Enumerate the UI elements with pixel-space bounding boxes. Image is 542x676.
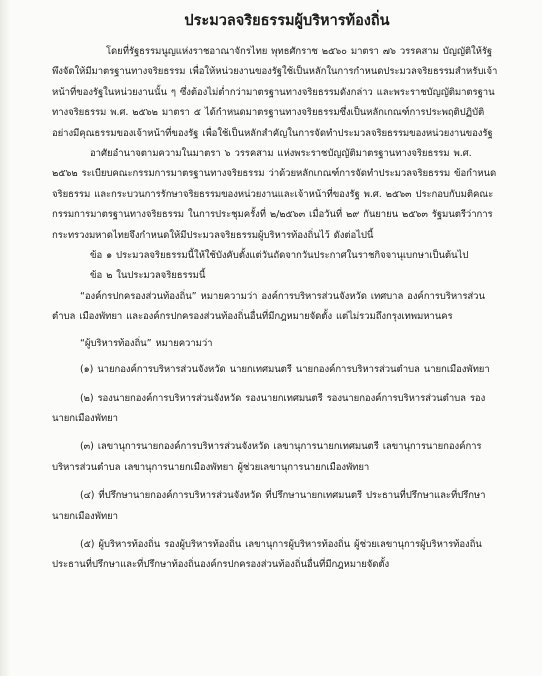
clause-1: ข้อ ๑ ประมวลจริยธรรมนี้ให้ใช้บังคับตั้งแต่วันถัดจากวันประกาศในราชกิจจานุเบกษาเป็นต้นไป [90,250,469,262]
list-item: (๒) รองนายกองค์การบริหารส่วนจังหวัด รองนายกเทศมนตรี รองนายกองค์การบริหารส่วนตำบล รองนายกเมืองพัทยา [52,392,486,424]
definition-local-executive: “ผู้บริหารท้องถิ่น” หมายความว่า [80,337,213,349]
list-item: (๕) ผู้บริหารท้องถิ่น รองผู้บริหารท้องถิ่น เลขานุการผู้บริหารท้องถิ่น ผู้ช่วยเลขานุการผู้บริหารท้องถิ่น ประธานที่ปรึกษาและที่ปรึกษาท้องถิ่นองค์กรปกครองส่วนท้องถิ่นอื่นที่มีกฎหมายจัดตั้ง [52,538,482,571]
scan-shadow [0,0,10,676]
definition-local-government: “องค์กรปกครองส่วนท้องถิ่น” หมายความว่า องค์การบริหารส่วนจังหวัด เทศบาล องค์การบริหารส่วนตำบล เมืองพัทยา และองค์กรปกครองส่วนท้องถิ่นอื่นที่มีกฎหมายจัดตั้ง แต่ไม่รวมถึงกรุงเทพมหานคร [52,290,485,323]
list-item: (๔) ที่ปรึกษานายกองค์การบริหารส่วนจังหวัด ที่ปรึกษานายกเทศมนตรี ประธานที่ปรึกษาและที่ปรึกษานายกเมืองพัทยา [52,490,486,522]
list-item: (๓) เลขานุการนายกองค์การบริหารส่วนจังหวัด เลขานุการนายกเทศมนตรี เลขานุการนายกองค์การบริหารส่วนตำบล เลขานุการนายกเมืองพัทยา ผู้ช่วยเลขานุการนายกเมืองพัทยา [52,441,482,473]
document-title: ประมวลจริยธรรมผู้บริหารท้องถิ่น [184,13,390,29]
list-item: (๑) นายกองค์การบริหารส่วนจังหวัด นายกเทศมนตรี นายกองค์การบริหารส่วนตำบล นายกเมืองพัทยา [80,364,490,376]
authority-paragraph: อาศัยอำนาจตามความในมาตรา ๖ วรรคสาม แห่งพระราชบัญญัติมาตรฐานทางจริยธรรม พ.ศ. ๒๕๖๒ ระเบียบคณะกรรมการมาตรฐานทางจริยธรรม ว่าด้วยหลักเกณฑ์การจัดทำประมวลจริยธรรม ข้อกำหนดจริยธรรม และกระบวนการรักษาจริยธรรมของหน่วยงานและเจ้าหน้าที่ของรัฐ พ.ศ. ๒๕๖๓ ประกอบกับมติคณะกรรมการมาตรฐานทางจริยธรรม ในการประชุมครั้งที่ ๒/๒๕๖๓ เมื่อวันที่ ๒๙ กันยายน ๒๕๖๓ รัฐมนตรีว่าการกระทรวงมหาดไทยจึงกำหนดให้มีประมวลจริยธรรมผู้บริหารท้องถิ่นไว้ ดังต่อไปนี้ [52,148,497,241]
preamble-paragraph: โดยที่รัฐธรรมนูญแห่งราชอาณาจักรไทย พุทธศักราช ๒๕๖๐ มาตรา ๗๖ วรรคสาม บัญญัติให้รัฐพึงจัดให้มีมาตรฐานทางจริยธรรม เพื่อให้หน่วยงานของรัฐใช้เป็นหลักในการกำหนดประมวลจริยธรรมสำหรับเจ้าหน้าที่ของรัฐในหน่วยงานนั้น ๆ ซึ่งต้องไม่ต่ำกว่ามาตรฐานทางจริยธรรมดังกล่าว และพระราชบัญญัติมาตรฐานทางจริยธรรม พ.ศ. ๒๕๖๒ มาตรา ๕ ได้กำหนดมาตรฐานทางจริยธรรมซึ่งเป็นหลักเกณฑ์การประพฤติปฏิบัติอย่างมีคุณธรรมของเจ้าหน้าที่ของรัฐ เพื่อใช้เป็นหลักสำคัญในการจัดทำประมวลจริยธรรมของหน่วยงานของรัฐ [52,46,498,139]
executive-list [52,360,498,576]
clause-2-heading: ข้อ ๒ ในประมวลจริยธรรมนี้ [90,270,206,282]
